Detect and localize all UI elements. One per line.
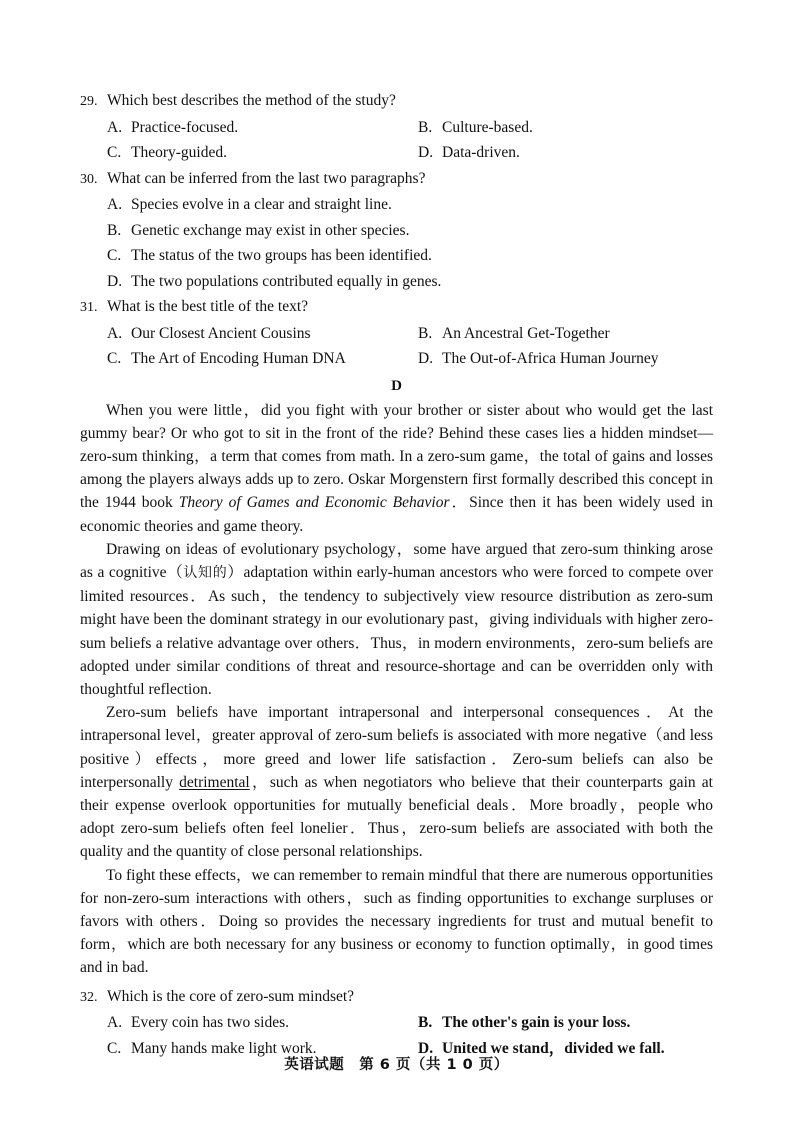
option-letter: B.	[418, 118, 433, 136]
paragraph-1-text-after-title: ．Since then it has been widely used in economic theories and game theory.	[80, 494, 713, 535]
option-row	[80, 192, 713, 218]
underlined-word: detrimental	[179, 773, 250, 791]
option-letter: A.	[107, 118, 123, 136]
option-letter: C.	[107, 350, 122, 367]
option-letter: B.	[418, 1014, 433, 1032]
option-letter: C.	[107, 144, 122, 161]
option-label: The two populations contributed equally in genes.	[131, 272, 442, 290]
option-label: Species evolve in a clear and straight line.	[131, 196, 392, 213]
option-row	[80, 346, 713, 372]
passage-paragraph-4: To fight these effects，we can remember to remain mindful that there are numerous opportunities for non-zero-sum interactions with others，such as finding opportunities to exchange surpluses or favors with others．Doing so provides the necessary ingredients for trust and mutual benefit to form，which are both necessary for any business or economy to function optimally，in good times and in bad.	[80, 866, 713, 977]
option-d[interactable]	[418, 140, 520, 166]
paragraph-1-text-before-title: When you were little，did you fight with your brother or sister about who would get the last gummy bear? Or who got to sit in the front of the ride? Behind these cases lies a hidden mindset—zero-sum thinking，a term that comes from math. In a zero-sum game，the total of gains and losses among the players always adds up to zero. Oskar Morgenstern first formally described this concept in the 1944 book	[80, 401, 713, 512]
option-d[interactable]	[418, 346, 659, 372]
paragraph-2-text-after-gloss: ）adaptation within early-human ancestors who were forced to compete over limited resources．As such，the tendency to subjectively view resource distribution as zero-sum might have been the dominant strategy in our evolutionary past，giving individuals with higher zero-sum beliefs a relative advantage over others．Thus，in modern environments，zero-sum beliefs are adopted under similar conditions of threat and resource-shortage and can be overridden only with thoughtful reflection.	[80, 563, 713, 698]
passage-paragraph-2	[80, 538, 713, 701]
option-label: Genetic exchange may exist in other species.	[131, 221, 410, 239]
option-letter: D.	[418, 350, 434, 367]
option-label: Theory-guided.	[131, 144, 227, 161]
option-label: Data-driven.	[442, 144, 520, 161]
option-label: Practice-focused.	[131, 118, 239, 136]
option-label: Culture-based.	[442, 118, 533, 136]
option-row	[80, 115, 713, 141]
question-stem: 30. What can be inferred from the last two paragraphs?	[80, 166, 713, 193]
option-label: The Art of Encoding Human DNA	[131, 350, 346, 367]
option-c[interactable]	[107, 243, 713, 269]
option-a[interactable]	[107, 115, 418, 141]
option-row	[80, 321, 713, 347]
question-number: 31.	[80, 300, 98, 315]
option-label: An Ancestral Get-Together	[442, 324, 610, 342]
option-d[interactable]	[107, 269, 713, 295]
option-letter: C.	[107, 1039, 122, 1057]
option-label: The Out-of-Africa Human Journey	[442, 350, 659, 367]
chinese-gloss: 认知的	[183, 564, 228, 581]
option-letter: D.	[418, 144, 434, 161]
option-a[interactable]	[107, 192, 713, 218]
question-number: 29.	[80, 94, 98, 109]
option-a[interactable]	[107, 321, 418, 347]
option-b[interactable]	[418, 1010, 630, 1036]
option-b[interactable]	[418, 115, 533, 141]
section-marker: D	[391, 377, 402, 394]
question-stem: 32. Which is the core of zero-sum mindset?	[80, 984, 713, 1011]
option-letter: A.	[107, 1014, 123, 1032]
paragraph-3-text-after-underline: ，such as when negotiators who believe that their counterparts gain at their expense overlook opportunities for mutually beneficial deals．More broadly，people who adopt zero-sum beliefs often feel lonelier．Thus，zero-sum beliefs are associated with both the quality and the quantity of close personal relationships.	[80, 773, 713, 861]
question-number: 32.	[80, 989, 98, 1005]
option-row	[80, 1010, 713, 1036]
option-c[interactable]	[107, 346, 418, 372]
option-row	[80, 218, 713, 244]
option-row	[80, 140, 713, 166]
option-row	[80, 243, 713, 269]
question-stem: 29. Which best describes the method of the study?	[80, 88, 713, 115]
option-letter: A.	[107, 196, 123, 213]
option-label: Every coin has two sides.	[131, 1014, 289, 1032]
option-letter: B.	[107, 221, 122, 239]
option-label: The other's gain is your loss.	[442, 1014, 631, 1032]
page-footer: 英语试题 第 6 页（共 1 0 页）	[284, 1057, 509, 1073]
option-label: United we stand，divided we fall.	[442, 1039, 665, 1057]
option-letter: D.	[418, 1039, 434, 1057]
option-a[interactable]	[107, 1010, 418, 1036]
page-content	[80, 88, 713, 1061]
option-letter: D.	[107, 272, 123, 290]
option-label: Many hands make light work.	[131, 1039, 317, 1057]
option-label: The status of the two groups has been identified.	[131, 247, 432, 264]
question-30	[80, 166, 713, 295]
passage-paragraph-3	[80, 701, 713, 863]
paragraph-3-text-before-underline: Zero-sum beliefs have important intrapersonal and interpersonal consequences．At the intrapersonal level，greater approval of zero-sum beliefs is associated with more negative（and less positive）effects，more greed and lower life satisfaction．Zero-sum beliefs can also be interpersonally	[80, 704, 713, 791]
option-b[interactable]	[107, 218, 713, 244]
option-label: Our Closest Ancient Cousins	[131, 324, 311, 342]
passage-paragraph-1	[80, 399, 713, 538]
option-c[interactable]	[107, 140, 418, 166]
book-title: Theory of Games and Economic Behavior	[178, 494, 450, 512]
option-letter: B.	[418, 324, 433, 342]
question-number: 30.	[80, 171, 98, 187]
paragraph-2-text-before-gloss: Drawing on ideas of evolutionary psychology，some have argued that zero-sum thinking arose as a cognitive（	[80, 540, 713, 581]
question-32	[80, 984, 713, 1062]
question-stem: 31. What is the best title of the text?	[80, 294, 713, 321]
option-row	[80, 269, 713, 295]
question-31	[80, 294, 713, 372]
option-letter: C.	[107, 247, 122, 264]
option-b[interactable]	[418, 321, 610, 347]
option-letter: A.	[107, 324, 123, 342]
question-29	[80, 88, 713, 166]
